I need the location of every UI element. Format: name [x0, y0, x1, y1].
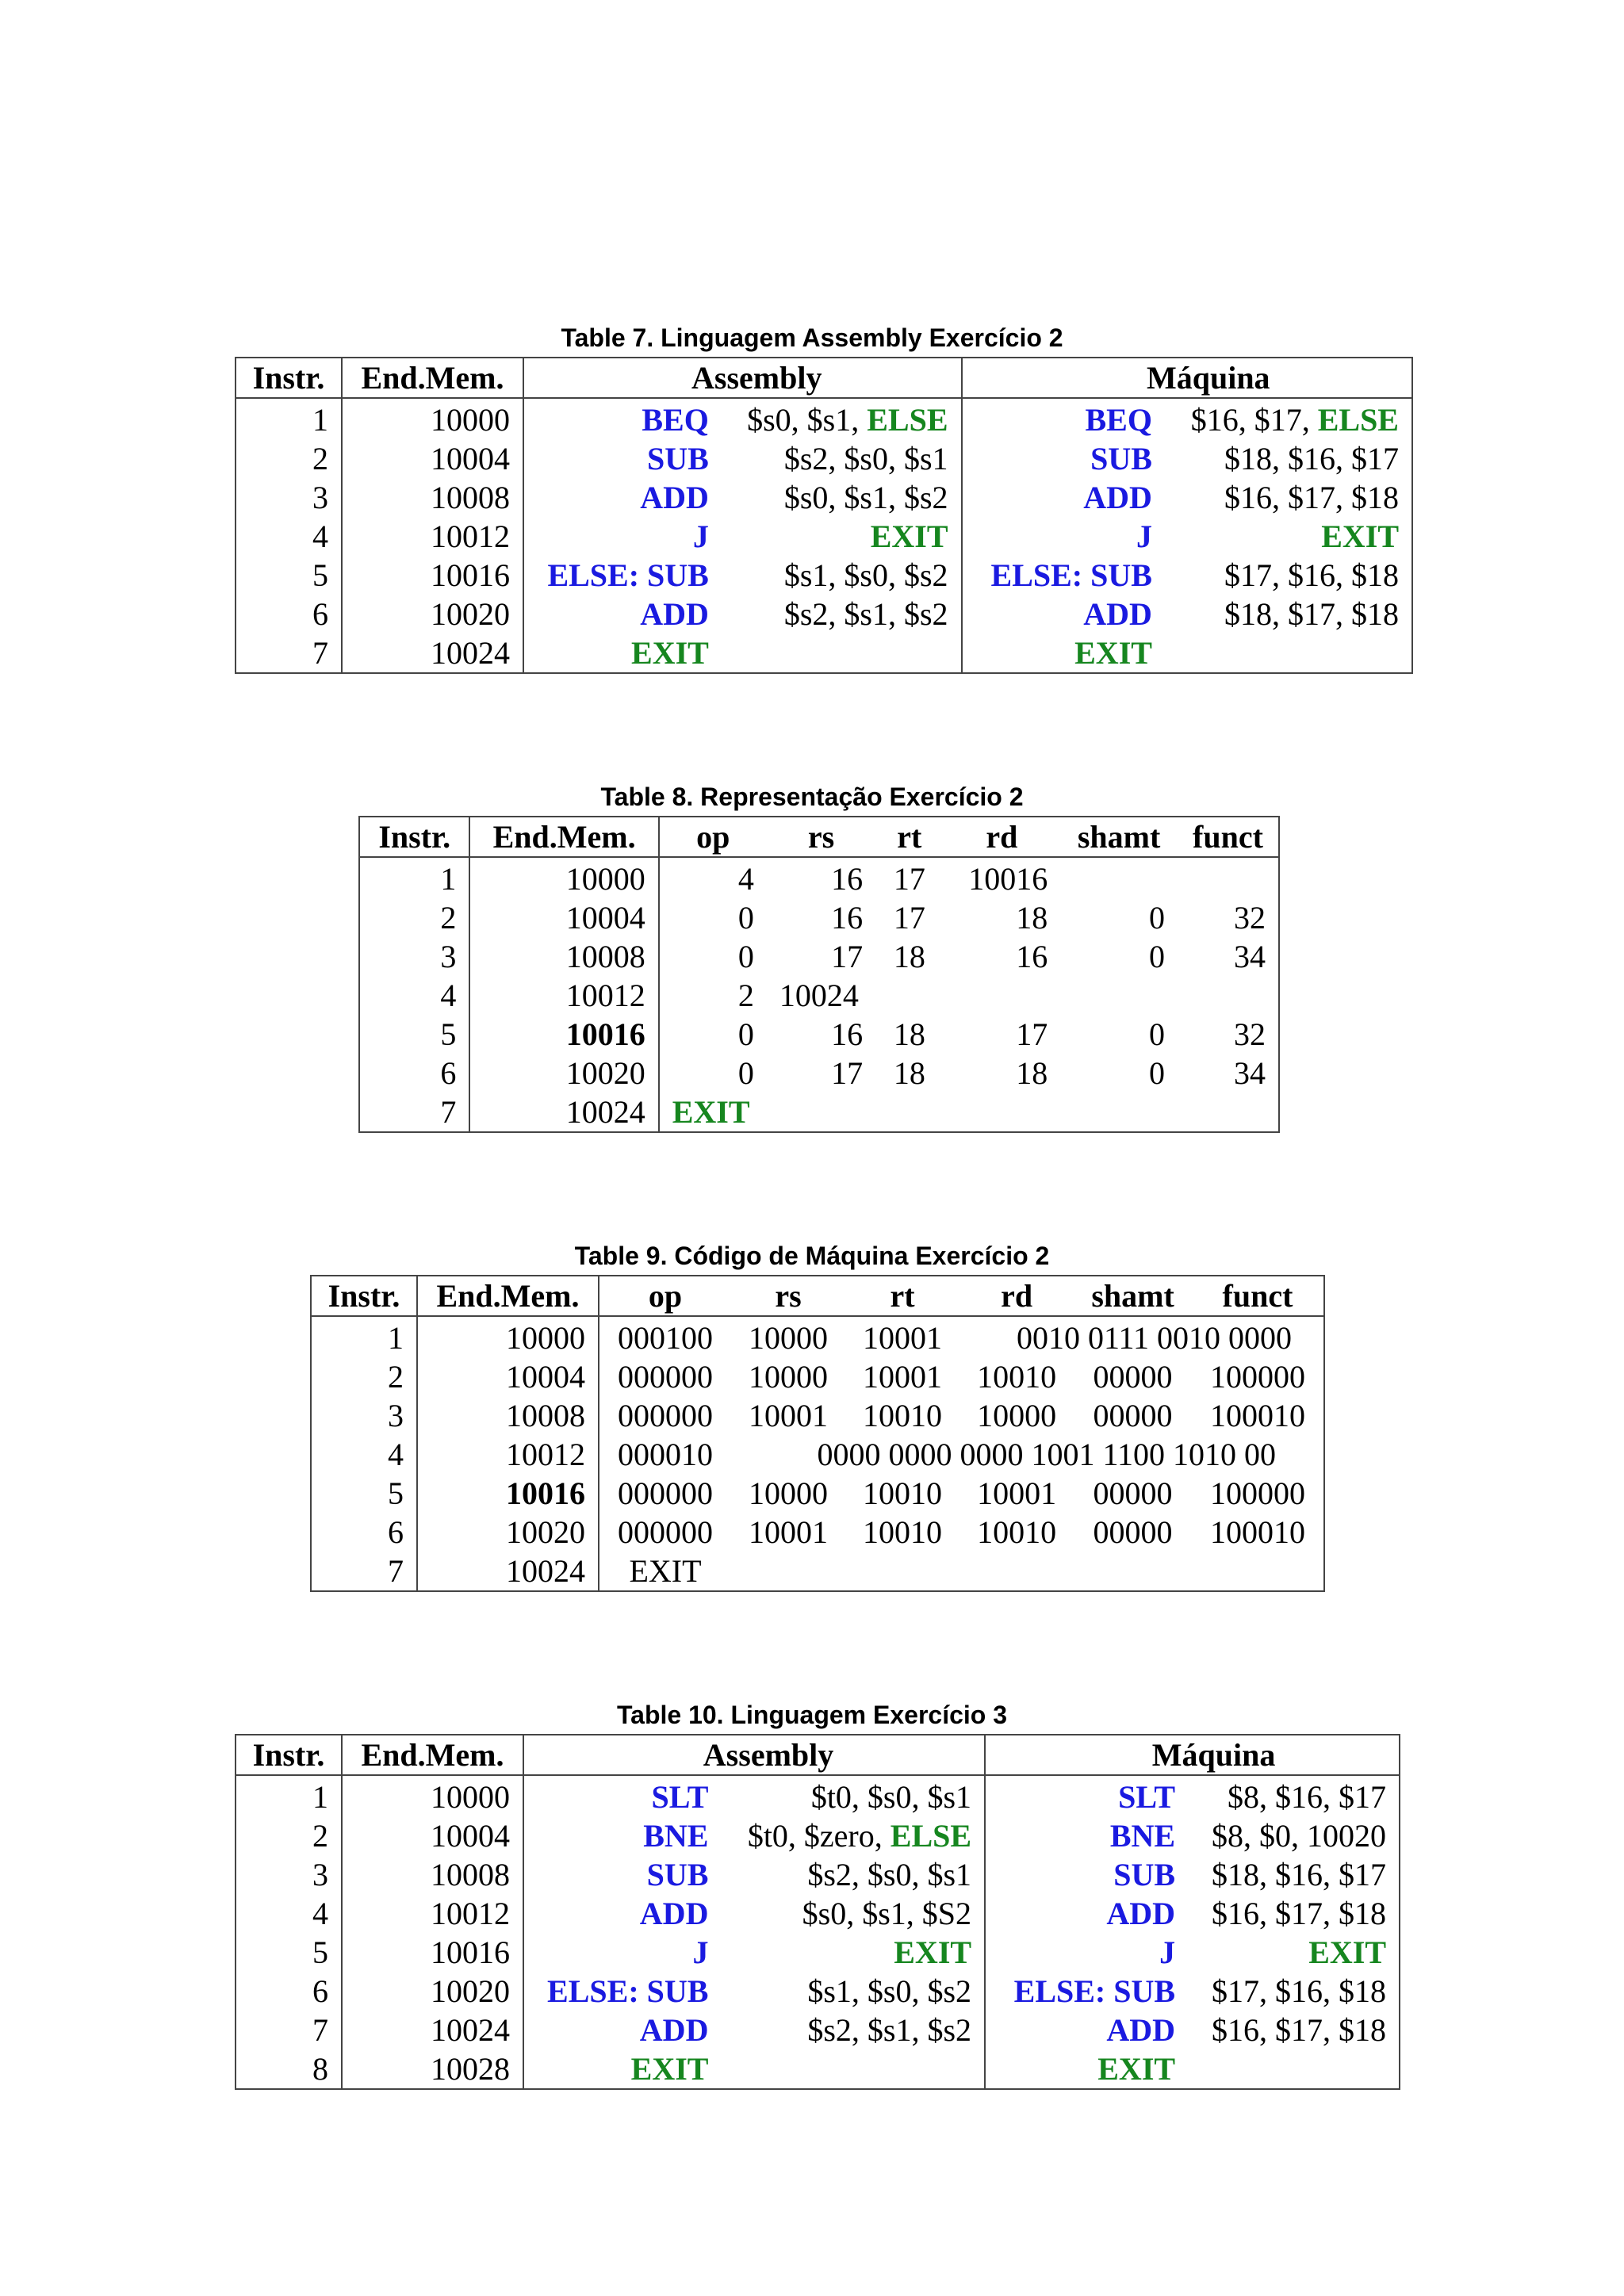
rs-cell: 10024 — [779, 978, 859, 1013]
assembly-opcode-cell: ADD — [639, 1896, 709, 1931]
assembly-operands-cell — [721, 1816, 985, 1855]
rs-cell: 10001 — [748, 1514, 828, 1550]
instr-cell: 6 — [311, 1513, 417, 1552]
machine-operands-cell — [1165, 478, 1412, 517]
table-row — [236, 517, 1412, 556]
table-9 — [310, 1275, 1325, 1592]
instr-cell: 6 — [236, 595, 342, 633]
table-row — [311, 1357, 1324, 1396]
instr-cell: 3 — [359, 937, 469, 976]
assembly-operands-cell — [722, 398, 962, 439]
machine-operands: $16, $17, $18 — [1224, 480, 1399, 515]
rt-cell: 10001 — [863, 1359, 943, 1395]
machine-opcode-cell: ELSE: SUB — [1013, 1973, 1176, 2009]
table-row — [359, 1093, 1279, 1132]
instr-cell: 1 — [359, 857, 469, 898]
op-cell: 0 — [737, 900, 754, 936]
table-header-row — [311, 1276, 1324, 1316]
op-cell: 000000 — [617, 1475, 713, 1511]
shamt-cell: 00000 — [1093, 1475, 1173, 1511]
funct-cell: 100010 — [1210, 1514, 1305, 1550]
machine-operands: $18, $17, $18 — [1224, 596, 1399, 632]
table-row — [311, 1552, 1324, 1591]
address-cell: 10008 — [417, 1396, 599, 1435]
header-end-mem: End.Mem. — [417, 1276, 599, 1316]
table-row — [236, 398, 1412, 439]
instr-cell: 2 — [359, 898, 469, 937]
assembly-opcode-cell: J — [692, 1934, 709, 1970]
rt-cell: 18 — [893, 1055, 925, 1091]
header-maquina: Máquina — [985, 1735, 1399, 1775]
table-header-row — [236, 358, 1412, 398]
funct-cell: 100010 — [1210, 1398, 1305, 1433]
assembly-opcode-cell: EXIT — [631, 635, 709, 671]
funct-cell: 32 — [1234, 900, 1266, 936]
machine-operands: $16, $17, — [1190, 402, 1318, 438]
machine-opcode-cell: EXIT — [1074, 635, 1152, 671]
header-instr: Instr. — [236, 1735, 342, 1775]
rt-cell: 10001 — [863, 1320, 943, 1356]
instr-cell: 4 — [236, 1894, 342, 1933]
table-8 — [358, 816, 1280, 1133]
machine-operands-cell — [1188, 1894, 1400, 1933]
machine-opcode-cell: ADD — [1106, 2012, 1176, 2048]
rs-cell: 17 — [831, 939, 864, 974]
assembly-label: EXIT — [894, 1934, 972, 1970]
rt-cell: 18 — [893, 939, 925, 974]
table-row — [236, 2049, 1400, 2089]
address-cell: 10020 — [469, 1054, 658, 1093]
rd-cell: 10016 — [968, 861, 1048, 897]
address-cell: 10016 — [417, 1474, 599, 1513]
assembly-operands: $t0, $s0, $s1 — [810, 1779, 972, 1815]
table-row — [359, 857, 1279, 898]
rd-cell: 10010 — [977, 1359, 1057, 1395]
header-rd: rd — [943, 817, 1060, 857]
machine-operands: $17, $16, $18 — [1212, 1973, 1386, 2009]
rs-cell: 10000 — [748, 1359, 828, 1395]
address-cell: 10028 — [342, 2049, 523, 2089]
instr-cell: 2 — [311, 1357, 417, 1396]
machine-label: EXIT — [1308, 1934, 1386, 1970]
rd-cell: 18 — [1016, 1055, 1048, 1091]
address-cell: 10000 — [342, 1775, 523, 1816]
rd-cell: 10010 — [977, 1514, 1057, 1550]
funct-cell — [1178, 1093, 1279, 1132]
rt-cell: 10010 — [863, 1398, 943, 1433]
op-cell: 000010 — [617, 1437, 713, 1472]
table-10 — [235, 1734, 1400, 2090]
header-op: op — [599, 1276, 731, 1316]
shamt-cell: 0 — [1148, 1016, 1165, 1052]
assembly-operands: $s0, $s1, $S2 — [802, 1896, 972, 1931]
address-cell: 10024 — [469, 1093, 658, 1132]
instr-cell: 7 — [236, 2011, 342, 2049]
table-row — [236, 2011, 1400, 2049]
assembly-opcode-cell: ELSE: SUB — [547, 557, 709, 593]
op-cell: 0 — [737, 1055, 754, 1091]
table-row — [236, 1933, 1400, 1972]
rt-cell: 18 — [893, 1016, 925, 1052]
header-shamt: shamt — [1074, 1276, 1192, 1316]
header-funct: funct — [1178, 817, 1279, 857]
rt-cell — [875, 1093, 943, 1132]
rs-cell: 10001 — [748, 1398, 828, 1433]
instr-cell: 4 — [311, 1435, 417, 1474]
machine-opcode-cell: SUB — [1090, 441, 1152, 476]
assembly-operands-cell — [721, 2049, 985, 2089]
machine-operands: $18, $16, $17 — [1212, 1857, 1386, 1892]
assembly-opcode-cell: SUB — [646, 1857, 709, 1892]
shamt-cell — [1060, 1093, 1178, 1132]
assembly-operands-cell — [722, 517, 962, 556]
instr-cell: 1 — [236, 1775, 342, 1816]
table-row — [236, 1775, 1400, 1816]
instr-cell: 2 — [236, 1816, 342, 1855]
funct-cell: 34 — [1234, 939, 1266, 974]
assembly-operands-cell — [721, 1972, 985, 2011]
header-shamt: shamt — [1060, 817, 1178, 857]
op-cell: 2 — [737, 978, 754, 1013]
machine-opcode-cell: ADD — [1106, 1896, 1176, 1931]
machine-opcode-cell: J — [1136, 519, 1152, 554]
instr-cell: 7 — [311, 1552, 417, 1591]
assembly-operands: $s0, $s1, $s2 — [783, 480, 948, 515]
instr-cell: 5 — [359, 1015, 469, 1054]
op-cell: 0 — [737, 1016, 754, 1052]
machine-opcode-cell: EXIT — [1097, 2051, 1176, 2087]
machine-opcode-cell: BEQ — [1085, 402, 1152, 438]
header-instr: Instr. — [236, 358, 342, 398]
machine-operands-cell — [1165, 595, 1412, 633]
assembly-operands: $s2, $s1, $s2 — [807, 2012, 972, 2048]
op-cell: 000000 — [617, 1514, 713, 1550]
shamt-cell: 00000 — [1093, 1514, 1173, 1550]
assembly-operands: $s1, $s0, $s2 — [807, 1973, 972, 2009]
address-cell: 10016 — [342, 556, 523, 595]
table-header-row — [359, 817, 1279, 857]
rd-cell — [943, 1093, 1060, 1132]
machine-operands-cell — [1188, 1775, 1400, 1816]
address-cell: 10004 — [342, 1816, 523, 1855]
table-row — [236, 1972, 1400, 2011]
assembly-label: ELSE — [867, 402, 948, 438]
rt-cell: 10010 — [863, 1475, 943, 1511]
instr-cell: 7 — [236, 633, 342, 673]
op-cell: 000000 — [617, 1359, 713, 1395]
table-row — [311, 1435, 1324, 1474]
address-cell: 10012 — [342, 1894, 523, 1933]
machine-label: EXIT — [1321, 519, 1399, 554]
table-row — [359, 898, 1279, 937]
machine-operands-cell — [1165, 633, 1412, 673]
address-cell: 10004 — [469, 898, 658, 937]
address-cell: 10024 — [342, 633, 523, 673]
assembly-operands-cell — [721, 1894, 985, 1933]
machine-operands-cell — [1165, 556, 1412, 595]
header-rd: rd — [959, 1276, 1074, 1316]
assembly-operands-cell — [722, 633, 962, 673]
instr-cell: 5 — [311, 1474, 417, 1513]
rd-cell: 18 — [1016, 900, 1048, 936]
table-row — [236, 556, 1412, 595]
assembly-operands: $s2, $s1, $s2 — [783, 596, 948, 632]
machine-operands: $17, $16, $18 — [1224, 557, 1399, 593]
assembly-operands-cell — [721, 1775, 985, 1816]
machine-opcode-cell: SLT — [1118, 1779, 1176, 1815]
assembly-operands-cell — [721, 1933, 985, 1972]
machine-operands-cell — [1188, 1933, 1400, 1972]
header-end-mem: End.Mem. — [469, 817, 658, 857]
header-op: op — [659, 817, 767, 857]
address-cell: 10008 — [342, 478, 523, 517]
address-cell: 10012 — [417, 1435, 599, 1474]
instr-cell: 8 — [236, 2049, 342, 2089]
header-end-mem: End.Mem. — [342, 1735, 523, 1775]
header-rt: rt — [845, 1276, 959, 1316]
assembly-operands: $s2, $s0, $s1 — [783, 441, 948, 476]
table-7 — [235, 357, 1413, 674]
rs-cell: 10000 — [748, 1320, 828, 1356]
immediate-cell: 0010 0111 0010 0000 — [1016, 1320, 1292, 1356]
instr-cell: 6 — [359, 1054, 469, 1093]
machine-operands-cell — [1188, 1855, 1400, 1894]
table-7-caption: Table 7. Linguagem Assembly Exercício 2 — [561, 323, 1063, 352]
op-cell: EXIT — [672, 1094, 750, 1130]
machine-operands: $16, $17, $18 — [1212, 2012, 1386, 2048]
rs-cell: 16 — [831, 861, 864, 897]
op-cell: 0 — [737, 939, 754, 974]
funct-cell: 100000 — [1210, 1359, 1305, 1395]
assembly-opcode-cell: ELSE: SUB — [547, 1973, 709, 2009]
machine-opcode-cell: J — [1159, 1934, 1176, 1970]
assembly-operands-cell — [722, 595, 962, 633]
table-row — [311, 1316, 1324, 1357]
assembly-operands-cell — [722, 478, 962, 517]
table-9-caption: Table 9. Código de Máquina Exercício 2 — [574, 1242, 1050, 1270]
empty-cell — [731, 1552, 1324, 1591]
assembly-label: EXIT — [870, 519, 948, 554]
assembly-operands: $t0, $zero, — [747, 1818, 891, 1854]
table-8-caption: Table 8. Representação Exercício 2 — [600, 783, 1024, 811]
address-cell: 10024 — [342, 2011, 523, 2049]
address-cell: 10000 — [342, 398, 523, 439]
header-instr: Instr. — [359, 817, 469, 857]
address-cell: 10020 — [342, 595, 523, 633]
assembly-label: ELSE — [890, 1818, 972, 1854]
assembly-opcode-cell: BEQ — [642, 402, 709, 438]
header-assembly: Assembly — [523, 1735, 984, 1775]
rd-cell: 16 — [1016, 939, 1048, 974]
shamt-cell — [1060, 976, 1178, 1015]
address-cell: 10004 — [342, 439, 523, 478]
address-cell: 10024 — [417, 1552, 599, 1591]
table-row — [236, 1816, 1400, 1855]
shamt-cell: 00000 — [1093, 1359, 1173, 1395]
header-end-mem: End.Mem. — [342, 358, 523, 398]
machine-operands-cell — [1188, 2011, 1400, 2049]
table-row — [236, 478, 1412, 517]
address-cell: 10000 — [417, 1316, 599, 1357]
assembly-opcode-cell: SLT — [651, 1779, 709, 1815]
address-cell: 10000 — [469, 857, 658, 898]
instr-cell: 5 — [236, 556, 342, 595]
assembly-opcode-cell: EXIT — [630, 2051, 709, 2087]
rt-cell — [875, 976, 943, 1015]
table-row — [311, 1396, 1324, 1435]
address-cell: 10008 — [342, 1855, 523, 1894]
machine-opcode-cell: ADD — [1083, 480, 1152, 515]
instr-cell: 1 — [311, 1316, 417, 1357]
rs-cell: 16 — [831, 900, 864, 936]
assembly-operands-cell — [721, 2011, 985, 2049]
address-cell: 10012 — [342, 517, 523, 556]
op-cell: 000000 — [617, 1398, 713, 1433]
funct-cell — [1178, 857, 1279, 898]
address-cell: 10012 — [469, 976, 658, 1015]
header-funct: funct — [1192, 1276, 1324, 1316]
instr-cell: 2 — [236, 439, 342, 478]
assembly-opcode-cell: ADD — [640, 480, 709, 515]
rs-cell: 16 — [831, 1016, 864, 1052]
funct-cell: 34 — [1234, 1055, 1266, 1091]
assembly-opcode-cell: ADD — [639, 2012, 709, 2048]
shamt-cell — [1060, 857, 1178, 898]
machine-opcode-cell: BNE — [1109, 1818, 1176, 1854]
shamt-cell: 0 — [1148, 900, 1165, 936]
machine-operands: $18, $16, $17 — [1224, 441, 1399, 476]
table-row — [359, 937, 1279, 976]
machine-operands: $16, $17, $18 — [1212, 1896, 1386, 1931]
table-row — [359, 1054, 1279, 1093]
rs-cell: 10000 — [748, 1475, 828, 1511]
address-cell: 10016 — [469, 1015, 658, 1054]
table-10-caption: Table 10. Linguagem Exercício 3 — [616, 1701, 1008, 1729]
instr-cell: 3 — [236, 1855, 342, 1894]
assembly-operands: $s0, $s1, — [747, 402, 868, 438]
machine-operands-cell — [1188, 1816, 1400, 1855]
table-row — [236, 439, 1412, 478]
table-row — [236, 633, 1412, 673]
table-header-row — [236, 1735, 1400, 1775]
jump-target-cell: 0000 0000 0000 1001 1100 1010 00 — [817, 1437, 1276, 1472]
rd-cell: 17 — [1016, 1016, 1048, 1052]
shamt-cell: 0 — [1148, 939, 1165, 974]
address-cell: 10004 — [417, 1357, 599, 1396]
table-row — [236, 1894, 1400, 1933]
funct-cell — [1178, 976, 1279, 1015]
address-cell: 10020 — [342, 1972, 523, 2011]
machine-operands-cell — [1165, 439, 1412, 478]
assembly-operands-cell — [722, 439, 962, 478]
machine-operands-cell — [1188, 2049, 1400, 2089]
machine-operands: $8, $0, 10020 — [1212, 1818, 1386, 1854]
address-cell: 10016 — [342, 1933, 523, 1972]
table-row — [359, 976, 1279, 1015]
machine-opcode-cell: ELSE: SUB — [990, 557, 1152, 593]
rd-cell: 10001 — [977, 1475, 1057, 1511]
table-row — [236, 1855, 1400, 1894]
table-row — [359, 1015, 1279, 1054]
assembly-operands: $s2, $s0, $s1 — [807, 1857, 972, 1892]
machine-opcode-cell: SUB — [1113, 1857, 1176, 1892]
table-row — [311, 1513, 1324, 1552]
rt-cell: 17 — [893, 861, 925, 897]
instr-cell: 6 — [236, 1972, 342, 2011]
instr-cell: 3 — [311, 1396, 417, 1435]
machine-operands: $8, $16, $17 — [1228, 1779, 1386, 1815]
shamt-cell: 0 — [1148, 1055, 1165, 1091]
header-instr: Instr. — [311, 1276, 417, 1316]
rs-cell — [767, 1093, 875, 1132]
rd-cell — [943, 976, 1060, 1015]
header-rt: rt — [875, 817, 943, 857]
machine-label: ELSE — [1317, 402, 1399, 438]
assembly-opcode-cell: ADD — [640, 596, 709, 632]
header-maquina: Máquina — [962, 358, 1411, 398]
address-cell: 10008 — [469, 937, 658, 976]
table-row — [236, 595, 1412, 633]
instr-cell: 7 — [359, 1093, 469, 1132]
instr-cell: 3 — [236, 478, 342, 517]
header-rs: rs — [767, 817, 875, 857]
header-rs: rs — [731, 1276, 845, 1316]
assembly-opcode-cell: J — [692, 519, 709, 554]
rt-cell: 17 — [893, 900, 925, 936]
address-cell: 10020 — [417, 1513, 599, 1552]
machine-operands-cell — [1188, 1972, 1400, 2011]
header-assembly: Assembly — [523, 358, 961, 398]
table-row — [311, 1474, 1324, 1513]
assembly-operands: $s1, $s0, $s2 — [783, 557, 948, 593]
instr-cell: 4 — [236, 517, 342, 556]
instr-cell: 4 — [359, 976, 469, 1015]
shamt-cell: 00000 — [1093, 1398, 1173, 1433]
machine-operands-cell — [1165, 517, 1412, 556]
op-cell: EXIT — [629, 1553, 702, 1589]
funct-cell: 100000 — [1210, 1475, 1305, 1511]
rt-cell: 10010 — [863, 1514, 943, 1550]
assembly-opcode-cell: BNE — [643, 1818, 709, 1854]
rs-cell: 17 — [831, 1055, 864, 1091]
assembly-opcode-cell: SUB — [647, 441, 709, 476]
machine-opcode-cell: ADD — [1083, 596, 1152, 632]
instr-cell: 5 — [236, 1933, 342, 1972]
assembly-operands-cell — [721, 1855, 985, 1894]
op-cell: 000100 — [617, 1320, 713, 1356]
op-cell: 4 — [737, 861, 754, 897]
funct-cell: 32 — [1234, 1016, 1266, 1052]
instr-cell: 1 — [236, 398, 342, 439]
assembly-operands-cell — [722, 556, 962, 595]
rd-cell: 10000 — [977, 1398, 1057, 1433]
machine-operands-cell — [1165, 398, 1412, 439]
